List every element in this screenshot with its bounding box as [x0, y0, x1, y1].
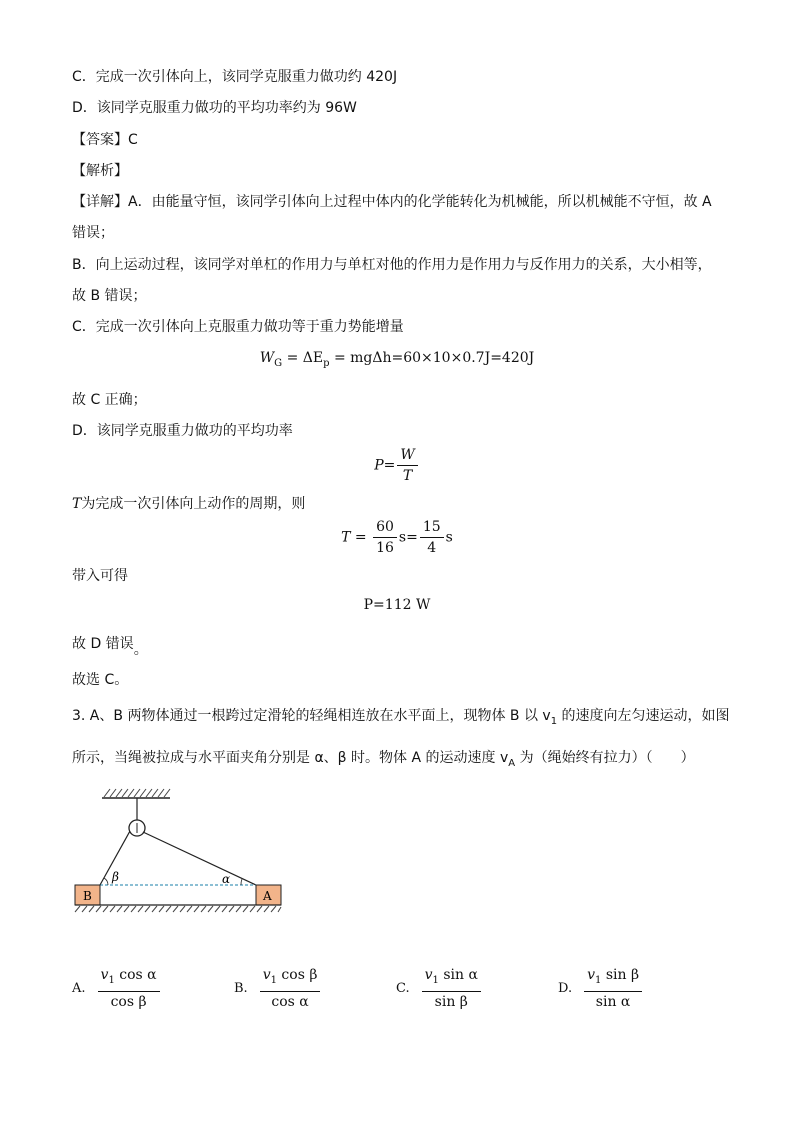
- option-d-fraction: $\frac{v_1 \sin \beta}{\text{sin α}}$: [584, 966, 642, 1011]
- answer-label: 【答案】C: [72, 132, 138, 148]
- rope-right: [143, 832, 256, 885]
- option-b[interactable]: B. $\frac{v_1 \cos \beta}{\text{cos α}}$: [234, 966, 322, 1011]
- angle-alpha-label: α: [222, 872, 231, 886]
- pulley-diagram: [70, 785, 285, 915]
- detail-line-10: 故 D 错误。: [72, 636, 148, 658]
- detail-line-4: 故 B 错误；: [72, 288, 147, 304]
- question-line-2: 所示，当绳被拉成与水平面夹角分别是 α、β 时。物体 A 的运动速度 $v_A$ 为（绳始终有拉力）（ ）: [72, 750, 695, 769]
- option-c-text: C．完成一次引体向上，该同学克服重力做功约 420J: [72, 69, 398, 85]
- ground-hatch: [75, 906, 281, 912]
- angle-beta-arc: [104, 878, 108, 885]
- detail-line-11: 故选 C。: [72, 672, 129, 688]
- detail-line-7: D．该同学克服重力做功的平均功率: [72, 423, 293, 439]
- period-formula: T = $\frac{60}{16}$ s= $\frac{15}{4}$ s: [341, 519, 453, 556]
- detail-line-3: B．向上运动过程，该同学对单杠的作用力与单杠对他的作用力是作用力与反作用力的关系，大小相等，: [72, 257, 712, 273]
- detail-line-6: 故 C 正确；: [72, 392, 147, 408]
- work-formula: $W_G = \Delta E_p = mg\Delta h=60\times 10\times 0.7J=420J$: [259, 350, 535, 369]
- power-formula: P= $\frac{W}{T}$: [0, 446, 794, 485]
- angle-alpha-arc: [241, 879, 242, 885]
- option-b-fraction: $\frac{v_1 \cos \beta}{\text{cos α}}$: [260, 966, 321, 1011]
- option-a[interactable]: A. $\frac{v_1 \cos \alpha}{\text{cos β}}$: [72, 966, 162, 1011]
- power-fraction: $\frac{W}{T}$: [397, 446, 417, 485]
- detail-line-9: 带入可得: [72, 568, 128, 584]
- option-d-text: D．该同学克服重力做功的平均功率约为 96W: [72, 100, 357, 116]
- block-a-label: A: [263, 889, 272, 903]
- option-c[interactable]: C. $\frac{v_1 \sin \alpha}{\text{sin β}}$: [396, 966, 483, 1011]
- angle-beta-label: β: [112, 870, 119, 884]
- option-c-fraction: $\frac{v_1 \sin \alpha}{\text{sin β}}$: [422, 966, 481, 1011]
- question-line-1: 3. A、B 两物体通过一根跨过定滑轮的轻绳相连放在水平面上，现物体 B 以 $v_1$ 的速度向左匀速运动，如图: [72, 708, 730, 727]
- detail-line-2: 错误；: [72, 225, 114, 241]
- power-result: P=112 W: [363, 597, 431, 613]
- detail-line-5: C．完成一次引体向上克服重力做功等于重力势能增量: [72, 319, 404, 335]
- option-a-fraction: $\frac{v_1 \cos \alpha}{\text{cos β}}$: [98, 966, 160, 1011]
- option-d[interactable]: D. $\frac{v_1 \sin \beta}{\text{sin α}}$: [558, 966, 644, 1011]
- detail-line-1: 【详解】A．由能量守恒，该同学引体向上过程中体内的化学能转化为机械能，所以机械能不守恒，故 A: [72, 194, 712, 210]
- ceiling: [102, 789, 170, 798]
- detail-line-8: T为完成一次引体向上动作的周期，则: [72, 496, 306, 512]
- analysis-label: 【解析】: [72, 163, 128, 179]
- block-b-label: B: [83, 889, 92, 903]
